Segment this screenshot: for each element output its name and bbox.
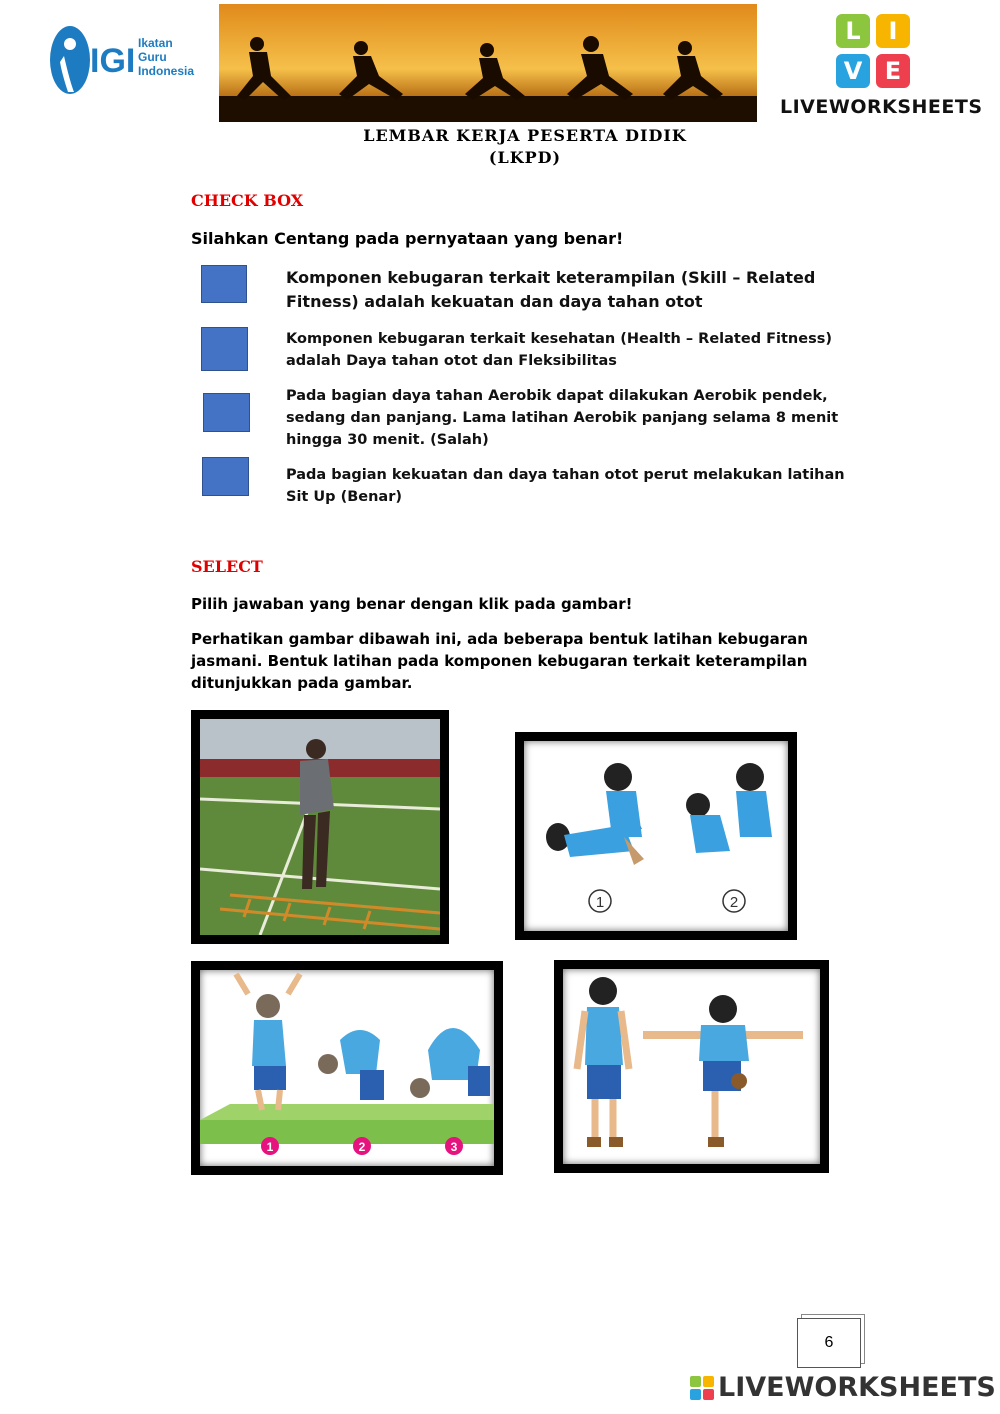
- title-line-1: LEMBAR KERJA PESERTA DIDIK: [363, 126, 687, 145]
- logo-tile-i: I: [876, 14, 910, 48]
- checkbox-section-label: CHECK BOX: [191, 191, 304, 210]
- footer-liveworksheets-logo: [690, 1372, 996, 1406]
- statement-3-line-2: sedang dan panjang. Lama latihan Aerobik panjang selama 8 menit: [286, 410, 839, 426]
- igi-line-2: Guru: [138, 50, 167, 64]
- statement-3: [286, 385, 856, 451]
- bridge-step-3-label: 3: [450, 1140, 458, 1154]
- logo-tile-e: E: [876, 54, 910, 88]
- one-leg-balance-illustration[interactable]: [554, 960, 829, 1173]
- liveworksheets-logo: [780, 14, 983, 124]
- title-line-2: (LKPD): [488, 148, 562, 167]
- sit-up-step-2-label: 2: [729, 894, 739, 911]
- bridge-step-2-label: 2: [358, 1140, 366, 1154]
- logo-tile-l: L: [836, 14, 870, 48]
- runners-silhouette-sunset-image: [219, 4, 757, 122]
- select-paragraph-line-1: Perhatikan gambar dibawah ini, ada beberapa bentuk latihan kebugaran: [191, 630, 808, 648]
- bridge-step-1-label: 1: [266, 1140, 274, 1154]
- igi-line-3: Indonesia: [138, 64, 195, 78]
- page-number: 6: [797, 1318, 861, 1368]
- select-paragraph-line-2: jasmani. Bentuk latihan pada komponen kebugaran terkait keterampilan: [191, 652, 808, 670]
- document-title: [320, 125, 730, 169]
- statement-4-line-1: Pada bagian kekuatan dan daya tahan otot perut melakukan latihan: [286, 467, 845, 483]
- agility-ladder-drill-photo[interactable]: [191, 710, 449, 944]
- igi-logo: [44, 22, 195, 98]
- select-paragraph-line-3: ditunjukkan pada gambar.: [191, 674, 413, 692]
- igi-line-1: Ikatan: [138, 36, 173, 50]
- statement-3-line-1: Pada bagian daya tahan Aerobik dapat dilakukan Aerobik pendek,: [286, 388, 828, 404]
- checkbox-4[interactable]: [202, 457, 249, 496]
- igi-mark: IGI: [90, 42, 136, 80]
- statement-1: [286, 266, 856, 314]
- statement-4-line-2: Sit Up (Benar): [286, 489, 402, 505]
- checkbox-3[interactable]: [203, 393, 250, 432]
- back-bridge-flexibility-illustration[interactable]: [191, 961, 503, 1175]
- statement-2-line-1: Komponen kebugaran terkait kesehatan (Health – Related Fitness): [286, 331, 832, 347]
- statement-4: [286, 464, 856, 508]
- checkbox-1[interactable]: [201, 265, 247, 303]
- footer-wordmark: LIVEWORKSHEETS: [718, 1372, 996, 1403]
- checkbox-instruction: Silahkan Centang pada pernyataan yang benar!: [191, 229, 624, 248]
- statement-1-line-2: Fitness) adalah kekuatan dan daya tahan otot: [286, 292, 703, 311]
- sit-up-step-1-label: 1: [595, 894, 605, 911]
- statement-3-line-3: hingga 30 menit. (Salah): [286, 432, 489, 448]
- select-instruction: Pilih jawaban yang benar dengan klik pada gambar!: [191, 595, 633, 613]
- statement-2-line-2: adalah Daya tahan otot dan Fleksibilitas: [286, 353, 617, 369]
- select-paragraph: [191, 628, 831, 694]
- checkbox-2[interactable]: [201, 327, 248, 371]
- select-section-label: SELECT: [191, 557, 263, 576]
- logo-tile-v: V: [836, 54, 870, 88]
- sit-up-exercise-illustration[interactable]: [515, 732, 797, 940]
- liveworksheets-wordmark: LIVEWORKSHEETS: [780, 96, 983, 118]
- statement-1-line-1: Komponen kebugaran terkait keterampilan (Skill – Related: [286, 268, 816, 287]
- statement-2: [286, 328, 856, 372]
